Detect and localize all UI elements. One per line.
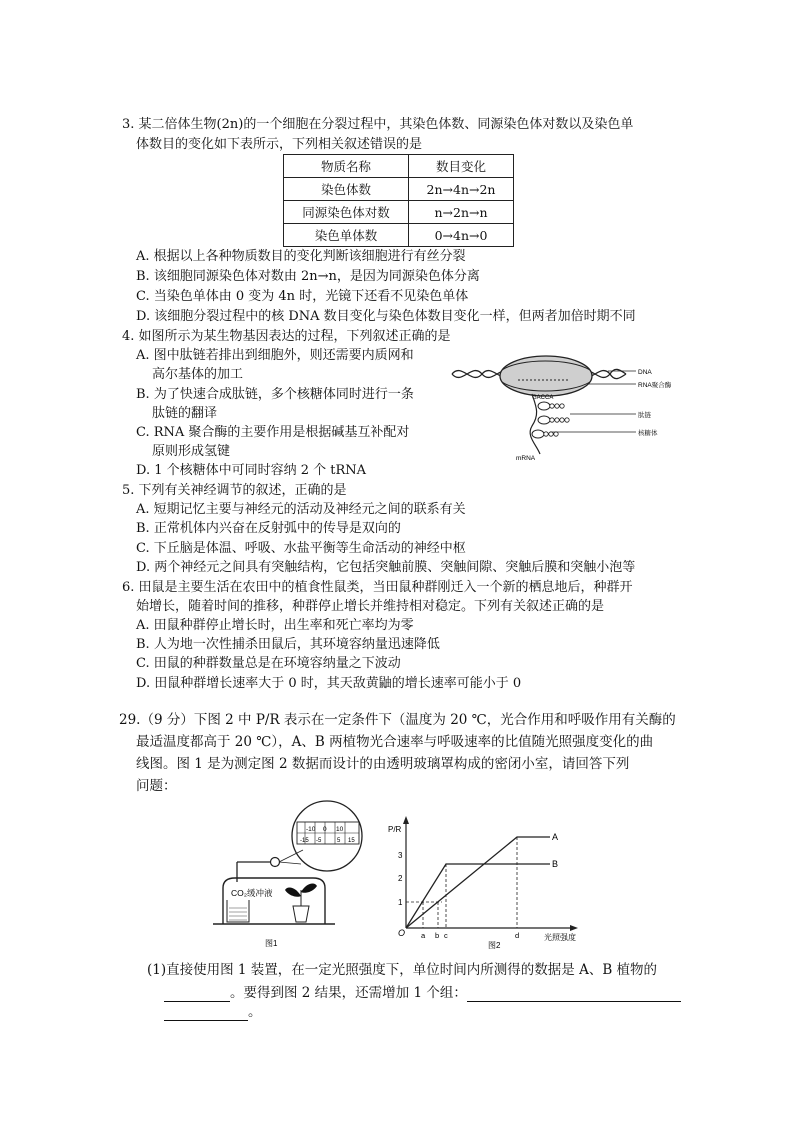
q4-gene-expression-figure <box>440 344 672 462</box>
scale-label: 0 <box>323 826 327 833</box>
q29-stem-line3: 线图。图 1 是为测定图 2 数据而设计的由透明玻璃罩构成的密闭小室，请回答下列 <box>136 756 630 772</box>
table-cell: n→2n→n <box>409 201 514 224</box>
q3-stem-line2: 体数目的变化如下表所示，下列相关叙述错误的是 <box>136 137 423 152</box>
q5-option-c: C. 下丘脑是体温、呼吸、水盐平衡等生命活动的神经中枢 <box>136 541 466 556</box>
scale-label: 10 <box>336 826 344 833</box>
q4-option-a-cont: 高尔基体的加工 <box>152 367 244 382</box>
table-cell: 0→4n→0 <box>409 224 514 247</box>
graph-ylabel: P/R <box>388 825 402 834</box>
scale-label: 5 <box>337 838 341 844</box>
figure-1-caption: 图1 <box>265 939 278 948</box>
q29-sub1-text2: 。要得到图 2 结果，还需增加 1 个组： <box>230 985 467 1001</box>
mrna-label: mRNA <box>516 455 536 462</box>
q5-option-b: B. 正常机体内兴奋在反射弧中的传导是双向的 <box>136 521 401 536</box>
scale-label: -10 <box>306 826 316 833</box>
q29-stem-line1: 29.（9 分）下图 2 中 P/R 表示在一定条件下（温度为 20 ℃，光合作用和呼吸作用有关酶的 <box>119 712 676 728</box>
q3-option-d: D. 该细胞分裂过程中的核 DNA 数目变化与染色体数目变化一样，但两者加倍时期不同 <box>136 309 636 324</box>
q6-option-b: B. 人为地一次性捕杀田鼠后，其环境容纳量迅速降低 <box>136 637 440 652</box>
table-cell: 染色体数 <box>284 178 409 201</box>
q4-option-b: B. 为了快速合成肽链，多个核糖体同时进行一条 <box>136 387 414 402</box>
q3-stem-line1: 3. 某二倍体生物(2n)的一个细胞在分裂过程中，其染色体数、同源染色体对数以及染色单 <box>122 117 634 132</box>
q29-sub1-line1: (1)直接使用图 1 装置，在一定光照强度下，单位时间内所测得的数据是 A、B 植物的 <box>147 962 658 978</box>
y-tick: 3 <box>398 851 403 860</box>
x-tick: d <box>515 931 520 940</box>
series-a-label: A <box>552 832 559 842</box>
scale-label: -15 <box>300 838 309 844</box>
q29-stem-line2: 最适温度都高于 20 ℃），A、B 两植物光合速率与呼吸速率的比值随光照强度变化的曲 <box>136 734 654 750</box>
q5-option-a: A. 短期记忆主要与神经元的活动及神经元之间的联系有关 <box>136 502 466 517</box>
graph-xlabel: 光照强度 <box>544 933 576 942</box>
q6-option-c: C. 田鼠的种群数量总是在环境容纳量之下波动 <box>136 656 401 671</box>
q6-stem-line2: 始增长，随着时间的推移，种群停止增长并维持相对稳定。下列有关叙述正确的是 <box>136 599 605 614</box>
scale-label: -5 <box>316 838 322 844</box>
answer-blank[interactable] <box>164 988 230 1002</box>
q4-option-c-cont: 原则形成氢键 <box>152 444 231 459</box>
q3-table <box>283 154 514 247</box>
x-tick: a <box>421 931 426 940</box>
table-cell: 2n→4n→2n <box>409 178 514 201</box>
q6-option-d: D. 田鼠种群增长速率大于 0 时，其天敌黄鼬的增长速率可能小于 0 <box>136 676 522 691</box>
y-tick: 2 <box>398 874 403 883</box>
ribosome-label: 核糖体 <box>638 430 658 437</box>
q5-option-d: D. 两个神经元之间具有突触结构，它包括突触前膜、突触间隙、突触后膜和突触小泡等 <box>136 560 636 575</box>
table-header-cell: 物质名称 <box>284 155 409 178</box>
x-tick: b <box>435 931 440 940</box>
table-header-cell: 数目变化 <box>409 155 514 178</box>
gene-sequence-label: GACCA <box>532 395 554 401</box>
q3-option-b: B. 该细胞同源染色体对数由 2n→n，是因为同源染色体分离 <box>136 269 480 284</box>
q4-option-b-cont: 肽链的翻译 <box>152 406 218 421</box>
q29-sub1-end: 。 <box>248 1004 262 1020</box>
table-row <box>284 224 514 247</box>
answer-blank[interactable] <box>467 988 681 1002</box>
graph-origin: O <box>398 928 406 938</box>
q6-option-a: A. 田鼠种群停止增长时，出生率和死亡率均为零 <box>136 618 414 633</box>
q29-sub1-line3 <box>164 1004 262 1021</box>
q29-stem-line4: 问题： <box>136 778 177 794</box>
curve-a <box>406 837 550 928</box>
rna-polymerase-label: RNA聚合酶 <box>638 382 672 389</box>
figure-2-graph <box>384 806 604 952</box>
q4-option-a: A. 图中肽链若排出到细胞外，则还需要内质网和 <box>136 348 414 363</box>
buffer-label: CO₂缓冲液 <box>231 888 273 898</box>
scale-label: 15 <box>348 838 355 844</box>
q4-option-d: D. 1 个核糖体中可同时容纳 2 个 tRNA <box>136 463 367 478</box>
dna-label: DNA <box>638 369 652 376</box>
series-b-label: B <box>552 859 559 869</box>
q3-option-c: C. 当染色单体由 0 变为 4n 时，光镜下还看不见染色单体 <box>136 289 469 304</box>
figure-2-caption: 图2 <box>488 941 501 950</box>
x-tick: c <box>444 931 448 940</box>
q29-sub1-line2 <box>164 985 681 1002</box>
table-row <box>284 178 514 201</box>
q4-stem: 4. 如图所示为某生物基因表达的过程，下列叙述正确的是 <box>122 329 451 344</box>
curve-b <box>406 864 550 928</box>
q4-option-c: C. RNA 聚合酶的主要作用是根据碱基互补配对 <box>136 425 410 440</box>
q3-option-a: A. 根据以上各种物质数目的变化判断该细胞进行有丝分裂 <box>136 249 466 264</box>
table-cell: 同源染色体对数 <box>284 201 409 224</box>
y-tick: 1 <box>398 898 403 907</box>
q6-stem-line1: 6. 田鼠是主要生活在农田中的植食性鼠类，当田鼠种群刚迁入一个新的栖息地后，种群开 <box>122 580 633 595</box>
peptide-label: 肽链 <box>638 412 651 419</box>
q5-stem: 5. 下列有关神经调节的叙述，正确的是 <box>122 483 347 498</box>
figure-1-apparatus <box>205 800 375 950</box>
answer-blank[interactable] <box>164 1007 248 1021</box>
table-row <box>284 201 514 224</box>
table-header-row <box>284 155 514 178</box>
table-cell: 染色单体数 <box>284 224 409 247</box>
